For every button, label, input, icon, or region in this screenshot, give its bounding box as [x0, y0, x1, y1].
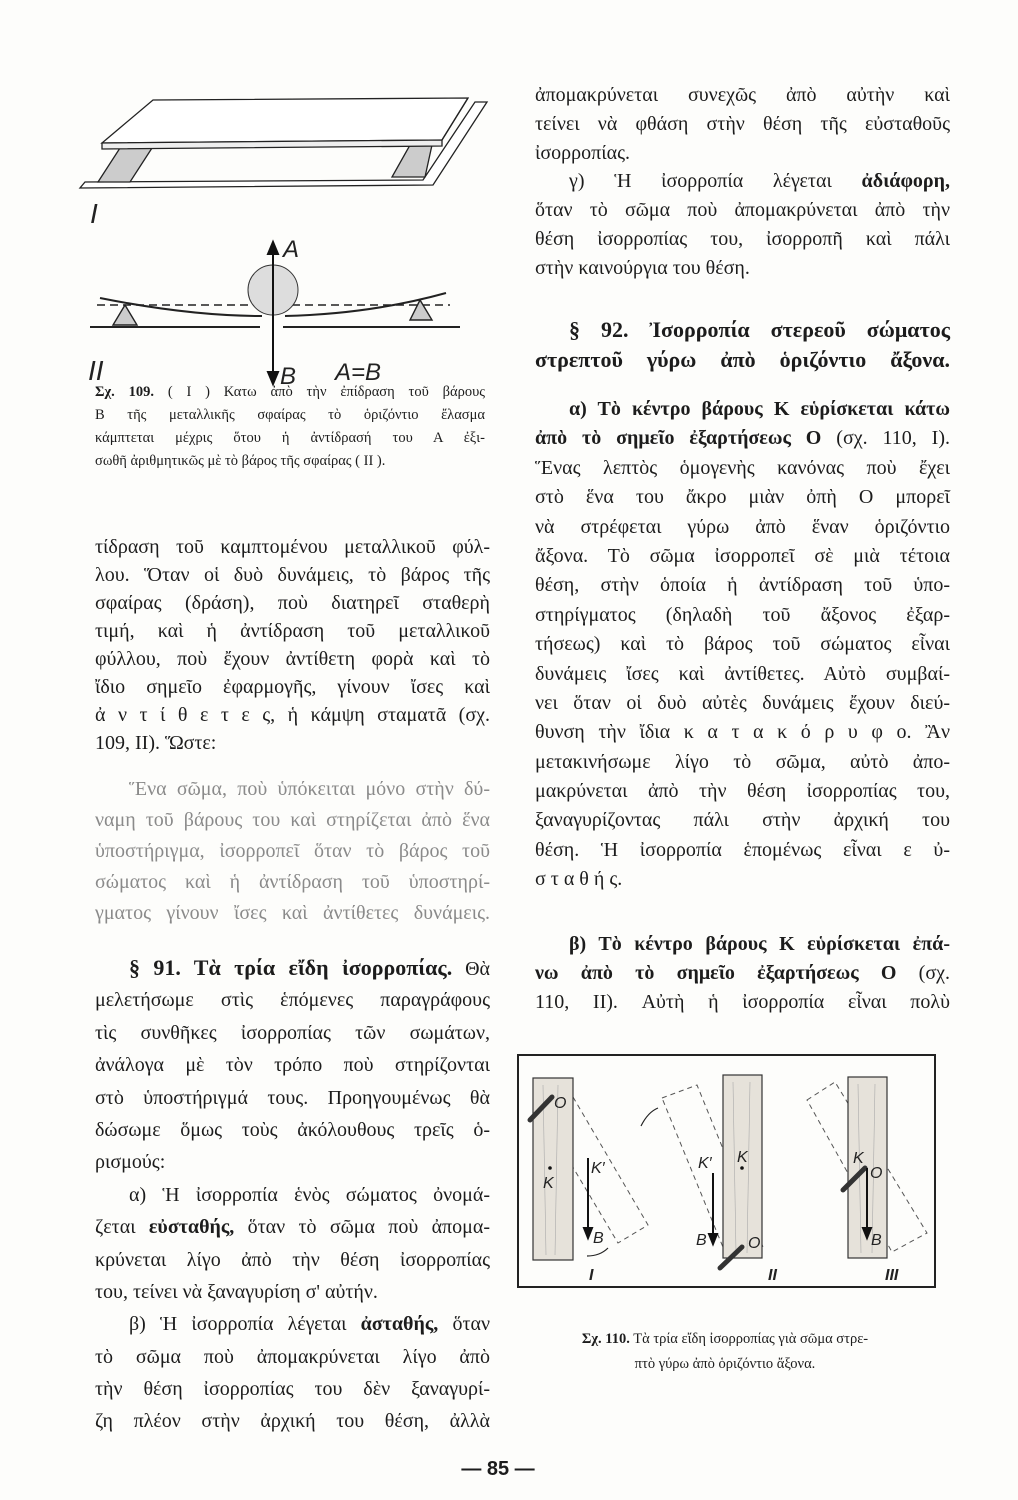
case-beta-paragraph: [535, 930, 950, 1017]
text-line: [95, 1308, 490, 1340]
text-line: στὴν καινούργια του θέση.: [535, 256, 750, 279]
left-wedge: [98, 148, 152, 182]
page-number: — 85 —: [461, 1458, 535, 1480]
bold-term: Σχ. 110.: [581, 1331, 630, 1347]
text-line: [535, 167, 950, 196]
text-line: του, τείνει νὰ ξαναγυρίση σ' αὐτήν.: [95, 1280, 378, 1303]
text-line: τείνει νὰ φθάση στὴν θέση τῆς εὐσταθοῦς: [535, 112, 950, 135]
text-line: στρεπτοῦ γύρω ἀπὸ ὁριζόντιο ἄξονα.: [535, 347, 950, 372]
text-line: κρύνεται λίγο ἀπὸ τὴν θέση ἰσορροπίας: [95, 1248, 490, 1271]
bar-I: [533, 1078, 573, 1260]
text-segment: ( I ) Κατω ἀπὸ τὴν ἐπίδραση τοῦ βάρους: [154, 384, 485, 400]
text-segment: ὅταν τὸ σῶμα ποὺ ἀπομα-: [234, 1216, 491, 1239]
text-segment: Τὰ τρία εἴδη ἰσορροπίας γιὰ σῶμα στρε-: [629, 1331, 869, 1347]
text-line: στηρίγματος (δηλαδὴ τοῦ ἄξονος ἐξαρ-: [535, 603, 950, 626]
bold-term: β) Τὸ κέντρο βάρους Κ εὑρίσκεται ἐπά-: [569, 933, 950, 955]
label-B: B: [871, 1232, 882, 1249]
text-line: τιμή, καὶ ἡ ἀντίδραση τοῦ μεταλλικοῦ: [95, 620, 490, 642]
text-line: τὸ σῶμα ποὺ ἀπομακρύνεται λίγο ἀπὸ: [95, 1345, 490, 1368]
text-line: [535, 395, 950, 424]
label-K-prime: K′: [591, 1160, 605, 1177]
text-segment: (σχ.: [896, 962, 951, 984]
label-K: K: [543, 1175, 554, 1192]
text-line: [535, 930, 950, 959]
label-O: O: [554, 1095, 567, 1112]
text-line: τὶς συνθῆκες ἰσορροπίας τῶν σωμάτων,: [95, 1021, 490, 1044]
label-B: B: [280, 363, 297, 390]
label-K-prime: K′: [698, 1155, 712, 1172]
label-O: O: [748, 1235, 761, 1252]
section-91: [95, 952, 490, 1438]
text-line: σφαίρας (δράση), ποὺ διατηρεῖ σταθερὴ: [95, 592, 490, 614]
text-line: τίδραση τοῦ καμπτομένου μεταλλικοῦ φύλ-: [95, 536, 490, 558]
text-line: νει ὅταν οἱ δυὸ αὐτὲς δυνάμεις ἔχουν διεύ-: [535, 691, 950, 714]
text-line: λου. Ὅταν οἱ δυὸ δυνάμεις, τὸ βάρος τῆς: [95, 564, 490, 586]
text-line: [535, 959, 950, 988]
section-92-heading: [535, 315, 950, 375]
text-line: στὸ ἕνα του ἄκρο μιὰν ὀπὴ Ο μπορεῖ: [535, 486, 950, 509]
text-line: Ἕνας λεπτὸς ὁμογενὴς κανόνας ποὺ ἔχει: [535, 456, 950, 479]
top-plate: [102, 98, 468, 143]
label-K: K: [737, 1149, 748, 1166]
text-line: σωθῆ ἀριθμητικῶς μὲ τὸ βάρος τῆς σφαίρας ( II ).: [95, 453, 386, 469]
bold-term: Σχ. 109.: [95, 384, 155, 400]
label-A-equals-B: A=B: [335, 359, 382, 386]
text-line: κάμπτεται μέχρις ὅτου ἡ ἀντίδρασή του Α ἐξι-: [95, 430, 485, 446]
figure-110: [510, 1040, 950, 1300]
bold-term: ἀδιάφορη,: [861, 170, 950, 193]
text-line: σ τ α θ ή ς.: [535, 868, 623, 891]
text-line: ἄξονα. Τὸ σῶμα ἰσορροπεῖ σὲ μιὰ τέτοια: [535, 544, 950, 567]
text-line: νὰ στρέφεται γύρω ἀπὸ ἕναν ὁριζόντιο: [535, 515, 950, 538]
text-segment: (σχ. 110, Ι).: [821, 427, 950, 450]
text-line: μακρύνεται ἀπὸ τὴν θέση ἰσορροπίας του,: [535, 780, 950, 803]
label-II: II: [88, 355, 104, 386]
text-line: θέση ἰσορροπίας του, ἰσορροπῆ καὶ πάλι: [535, 227, 950, 250]
right-wedge: [392, 145, 432, 177]
text-line: δυνάμεις ἴσες καὶ ἀντίθετες. Αὐτὸ συμβαί-: [535, 662, 950, 685]
arrow-down-icon: [268, 315, 278, 384]
label-A: A: [283, 236, 300, 263]
bold-term: ἀπὸ τὸ σημεῖο ἐξαρτήσεως Ο: [535, 427, 822, 450]
bold-term: νω ἀπὸ τὸ σημεῖο ἐξαρτήσεως Ο: [535, 962, 897, 984]
text-line: τήσεως) καὶ τὸ βάρος τοῦ σώματος εἶναι: [535, 633, 950, 656]
text-line: ἰσορροπίας.: [535, 141, 630, 164]
label-B: B: [593, 1230, 604, 1247]
text-line: στὸ ὑποστήριγμά τους. Προηγουμένως θὰ: [95, 1086, 490, 1109]
text-line: τὴν θέση ἰσορροπίας του δὲν ξαναγυρί-: [95, 1378, 490, 1401]
text-segment: γ) Ἡ ἰσορροπία λέγεται: [569, 170, 862, 193]
bold-term: § 91. Τὰ τρία εἴδη ἰσορροπίας.: [129, 955, 453, 980]
text-line: φύλλου, ποὺ ἔχουν ἀντίθετη φορὰ καὶ τὸ: [95, 648, 490, 670]
label-II: II: [768, 1267, 777, 1284]
case-alpha-paragraph: [535, 395, 950, 895]
text-line: ἀνάλογα μὲ τὸν τρόπο ποὺ στηρίζονται: [95, 1054, 490, 1077]
text-line: γματος γίνουν ἴσες καὶ ἀντίθετες δυνάμεις.: [95, 902, 490, 924]
text-line: θέση, στὴν ὁποία ἡ ἀντίδραση τοῦ ὑπο-: [535, 574, 950, 597]
text-segment: Θὰ: [452, 958, 490, 980]
equilibrium-rule-paragraph: [95, 774, 490, 929]
text-line: ἀ ν τ ί θ ε τ ε ς, ἡ κάμψη σταματᾶ (σχ.: [95, 704, 490, 726]
text-segment: β) Ἡ ἰσορροπία λέγεται: [129, 1313, 361, 1336]
text-line: σώματος καὶ ἡ ἀντίδραση τοῦ ὑποστηρί-: [95, 871, 490, 893]
right-body-paragraph: [535, 81, 950, 283]
text-line: ζη πλέον στὴν ἀρχική του θέση, ἀλλὰ: [95, 1410, 490, 1433]
text-line: ναμη τοῦ βάρους του καὶ στηρίζεται ἀπὸ ἕνα: [95, 809, 490, 831]
text-line: ὅταν τὸ σῶμα ποὺ ἀπομακρύνεται ἀπὸ τὴν: [535, 199, 950, 222]
text-segment: ζεται: [95, 1216, 149, 1239]
label-K: K: [853, 1150, 864, 1167]
label-I: I: [589, 1267, 594, 1284]
figure-109: [80, 60, 510, 390]
figure-109-caption: [95, 381, 485, 473]
text-line: [95, 381, 485, 404]
text-line: [535, 424, 950, 453]
text-line: μελετήσωμε στὶς ἑπόμενες παραγράφους: [95, 989, 490, 1012]
text-line: 110, II). Αὐτὴ ἡ ἰσορροπία εἶναι πολὺ: [535, 991, 950, 1013]
text-line: ξαναγυρίζοντας πάλι στὴν ἀρχική του: [535, 809, 950, 832]
label-B: B: [696, 1232, 707, 1249]
text-line: μετακινήσωμε λίγο τὸ σῶμα, αὐτὸ ἀπο-: [535, 750, 950, 773]
text-line: πτὸ γύρω ἀπὸ ὁριζόντιο ἄξονα.: [634, 1356, 816, 1372]
text-line: δώσωμε ὅμως τοὺς ἀκόλουθους τρεῖς ὁ-: [95, 1118, 490, 1141]
figure-110-caption: [525, 1327, 925, 1377]
label-O: O: [870, 1165, 883, 1182]
text-line: [95, 952, 490, 984]
text-line: ἀπομακρύνεται συνεχῶς ἀπὸ αὐτὴν καὶ: [535, 84, 950, 106]
text-line: 109, II). Ὥστε:: [95, 732, 217, 754]
label-I: I: [90, 198, 98, 229]
text-line: ὑποστήριγμα, ἰσορροπεῖ ὅταν τὸ βάρος τοῦ: [95, 840, 490, 862]
text-line: ἴδιο σημεῖο ἐφαρμογῆς, γίνουν ἴσες καὶ: [95, 676, 490, 698]
text-line: [95, 1211, 490, 1243]
text-line: § 92. Ἰσορροπία στερεοῦ σώματος: [569, 317, 950, 342]
text-line: ρισμούς:: [95, 1151, 166, 1174]
label-III: III: [885, 1267, 899, 1284]
bold-term: α) Τὸ κέντρο βάρους Κ εὑρίσκεται κάτω: [569, 398, 950, 420]
text-line: Β τῆς μεταλλικῆς σφαίρας τὸ ὁριζόντιο ἔλασμα: [95, 407, 485, 423]
bold-term: εὐσταθής,: [148, 1216, 235, 1239]
text-line: θυνση τὴν ἴδια κ α τ α κ ό ρ υ φ ο. Ἂν: [535, 721, 950, 744]
text-line: Ἕνα σῶμα, ποὺ ὑπόκειται μόνο στὴν δύ-: [129, 778, 490, 800]
bold-term: ἀσταθής,: [360, 1313, 439, 1336]
text-segment: ὅταν: [438, 1313, 490, 1336]
left-body-paragraph: [95, 533, 490, 757]
text-line: α) Ἡ ἰσορροπία ἑνὸς σώματος ὀνομά-: [129, 1183, 490, 1206]
text-line: θέση. Ἡ ἰσορροπία ἑπομένως εἶναι ε ὐ-: [535, 838, 950, 861]
text-line: [525, 1327, 925, 1352]
